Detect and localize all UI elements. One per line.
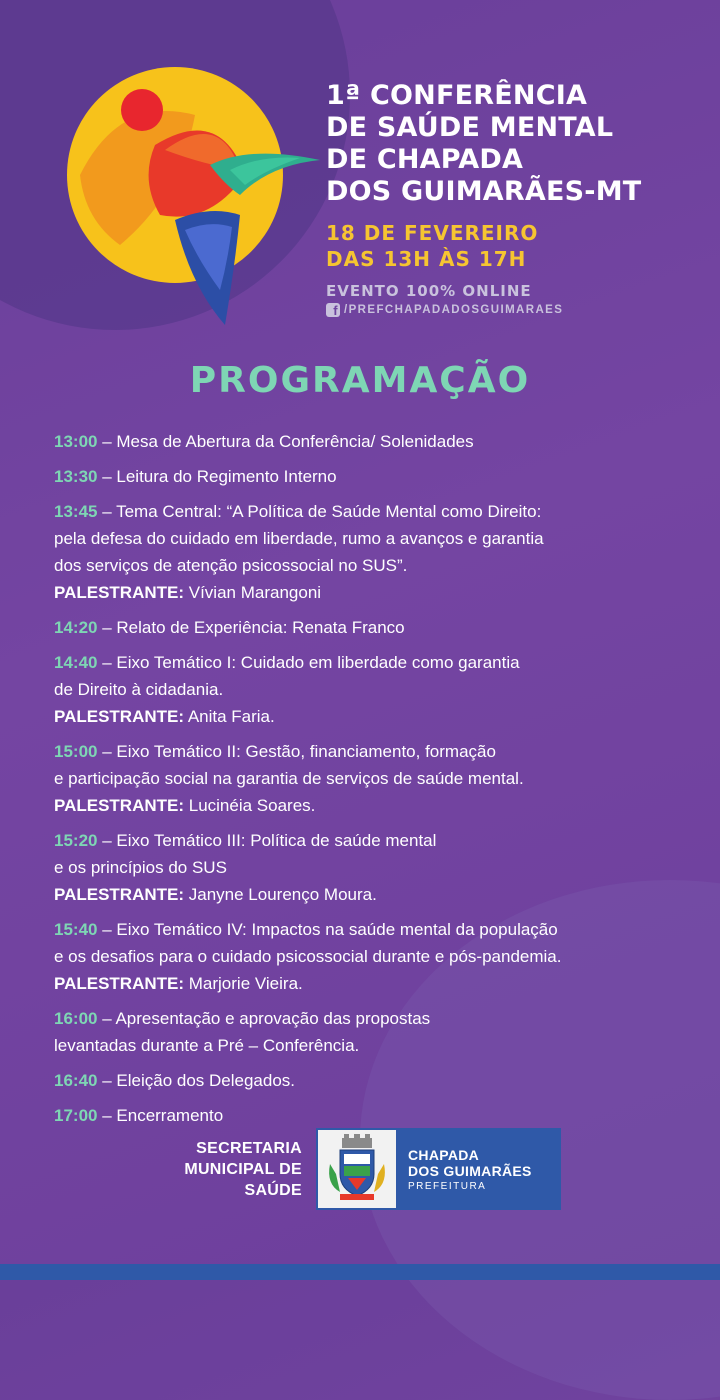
social-handle: /PREFCHAPADADOSGUIMARAES bbox=[344, 304, 564, 316]
schedule-line bbox=[54, 916, 704, 943]
event-date bbox=[326, 220, 706, 272]
department-line: SAÚDE bbox=[244, 1182, 302, 1199]
schedule-line bbox=[54, 614, 704, 641]
schedule-list bbox=[54, 428, 704, 1137]
speaker-label: PALESTRANTE: bbox=[54, 796, 185, 815]
schedule-line bbox=[54, 428, 704, 455]
schedule-description: – Relato de Experiência: Renata Franco bbox=[102, 618, 405, 637]
department-line: MUNICIPAL DE bbox=[184, 1161, 302, 1178]
crest-container bbox=[318, 1130, 396, 1208]
bottom-bar bbox=[0, 1264, 720, 1280]
schedule-time: 14:20 bbox=[54, 618, 98, 637]
schedule-description: e os princípios do SUS bbox=[54, 858, 227, 877]
schedule-time: 16:00 bbox=[54, 1009, 98, 1028]
speaker-line bbox=[54, 703, 704, 730]
schedule-item bbox=[54, 1102, 704, 1129]
schedule-time: 15:40 bbox=[54, 920, 98, 939]
schedule-description: – Apresentação e aprovação das propostas bbox=[102, 1009, 431, 1028]
title-line: DOS GUIMARÃES-MT bbox=[326, 176, 642, 207]
schedule-description: levantadas durante a Pré – Conferência. bbox=[54, 1036, 360, 1055]
schedule-item bbox=[54, 1067, 704, 1094]
department-line: SECRETARIA bbox=[196, 1140, 302, 1157]
city-subtitle: PREFEITURA bbox=[408, 1180, 487, 1192]
schedule-time: 15:00 bbox=[54, 742, 98, 761]
speaker-label: PALESTRANTE: bbox=[54, 707, 185, 726]
schedule-line bbox=[54, 1102, 704, 1129]
schedule-item bbox=[54, 738, 704, 819]
schedule-description: pela defesa do cuidado em liberdade, rumo a avanços e garantia bbox=[54, 529, 544, 548]
title-line: 1ª CONFERÊNCIA bbox=[326, 80, 588, 111]
schedule-description: – Encerramento bbox=[102, 1106, 224, 1125]
speaker-label: PALESTRANTE: bbox=[54, 885, 185, 904]
schedule-description: – Eixo Temático II: Gestão, financiamento, formação bbox=[102, 742, 496, 761]
schedule-line bbox=[54, 1067, 704, 1094]
department-name bbox=[150, 1138, 302, 1201]
schedule-line bbox=[54, 676, 704, 703]
schedule-time: 14:40 bbox=[54, 653, 98, 672]
title-line: DE SAÚDE MENTAL bbox=[326, 112, 614, 143]
program-title: PROGRAMAÇÃO bbox=[189, 360, 531, 401]
speaker-line bbox=[54, 881, 704, 908]
speaker-line bbox=[54, 579, 704, 606]
city-name-line: CHAPADA bbox=[408, 1146, 480, 1163]
online-notice: EVENTO 100% ONLINE bbox=[326, 282, 532, 300]
schedule-description: – Leitura do Regimento Interno bbox=[102, 467, 337, 486]
social-link[interactable] bbox=[326, 303, 706, 317]
schedule-line bbox=[54, 765, 704, 792]
schedule-line bbox=[54, 463, 704, 490]
schedule-line bbox=[54, 943, 704, 970]
schedule-line bbox=[54, 827, 704, 854]
schedule-item bbox=[54, 916, 704, 997]
schedule-line bbox=[54, 649, 704, 676]
city-name-line: DOS GUIMARÃES bbox=[408, 1162, 532, 1179]
municipal-crest-icon bbox=[326, 1134, 388, 1204]
speaker-name: Marjorie Vieira. bbox=[188, 974, 303, 993]
schedule-item bbox=[54, 614, 704, 641]
date-line: 18 DE FEVEREIRO bbox=[326, 221, 539, 245]
schedule-description: e participação social na garantia de serviços de saúde mental. bbox=[54, 769, 524, 788]
schedule-description: e os desafios para o cuidado psicossocial durante e pós-pandemia. bbox=[54, 947, 562, 966]
schedule-time: 17:00 bbox=[54, 1106, 98, 1125]
speaker-line bbox=[54, 792, 704, 819]
schedule-item bbox=[54, 498, 704, 606]
prefeitura-badge bbox=[316, 1128, 561, 1210]
schedule-item bbox=[54, 463, 704, 490]
bird-sun-logo-icon bbox=[60, 55, 330, 330]
speaker-line bbox=[54, 970, 704, 997]
schedule-time: 13:30 bbox=[54, 467, 98, 486]
schedule-description: de Direito à cidadania. bbox=[54, 680, 224, 699]
schedule-line bbox=[54, 1005, 704, 1032]
schedule-description: – Mesa de Abertura da Conferência/ Solenidades bbox=[102, 432, 474, 451]
schedule-item bbox=[54, 649, 704, 730]
schedule-item bbox=[54, 1005, 704, 1059]
speaker-name: Anita Faria. bbox=[187, 707, 275, 726]
speaker-name: Vívian Marangoni bbox=[188, 583, 322, 602]
schedule-description: dos serviços de atenção psicossocial no SUS”. bbox=[54, 556, 408, 575]
badge-text bbox=[408, 1147, 532, 1192]
schedule-description: – Tema Central: “A Política de Saúde Mental como Direito: bbox=[102, 502, 542, 521]
schedule-description: – Eleição dos Delegados. bbox=[102, 1071, 296, 1090]
schedule-line bbox=[54, 854, 704, 881]
speaker-label: PALESTRANTE: bbox=[54, 974, 185, 993]
schedule-line bbox=[54, 498, 704, 525]
schedule-line bbox=[54, 552, 704, 579]
schedule-description: – Eixo Temático I: Cuidado em liberdade como garantia bbox=[102, 653, 520, 672]
facebook-icon: f bbox=[326, 303, 340, 317]
schedule-time: 13:45 bbox=[54, 502, 98, 521]
event-title bbox=[326, 80, 706, 208]
speaker-name: Janyne Lourenço Moura. bbox=[188, 885, 377, 904]
schedule-description: – Eixo Temático III: Política de saúde mental bbox=[102, 831, 437, 850]
schedule-time: 16:40 bbox=[54, 1071, 98, 1090]
schedule-time: 13:00 bbox=[54, 432, 98, 451]
speaker-name: Lucinéia Soares. bbox=[188, 796, 316, 815]
schedule-item bbox=[54, 827, 704, 908]
schedule-item bbox=[54, 428, 704, 455]
schedule-time: 15:20 bbox=[54, 831, 98, 850]
title-line: DE CHAPADA bbox=[326, 144, 524, 175]
time-line: DAS 13H ÀS 17H bbox=[326, 247, 527, 271]
speaker-label: PALESTRANTE: bbox=[54, 583, 185, 602]
schedule-line bbox=[54, 738, 704, 765]
schedule-description: – Eixo Temático IV: Impactos na saúde mental da população bbox=[102, 920, 558, 939]
schedule-line bbox=[54, 1032, 704, 1059]
schedule-line bbox=[54, 525, 704, 552]
event-header bbox=[326, 80, 706, 317]
